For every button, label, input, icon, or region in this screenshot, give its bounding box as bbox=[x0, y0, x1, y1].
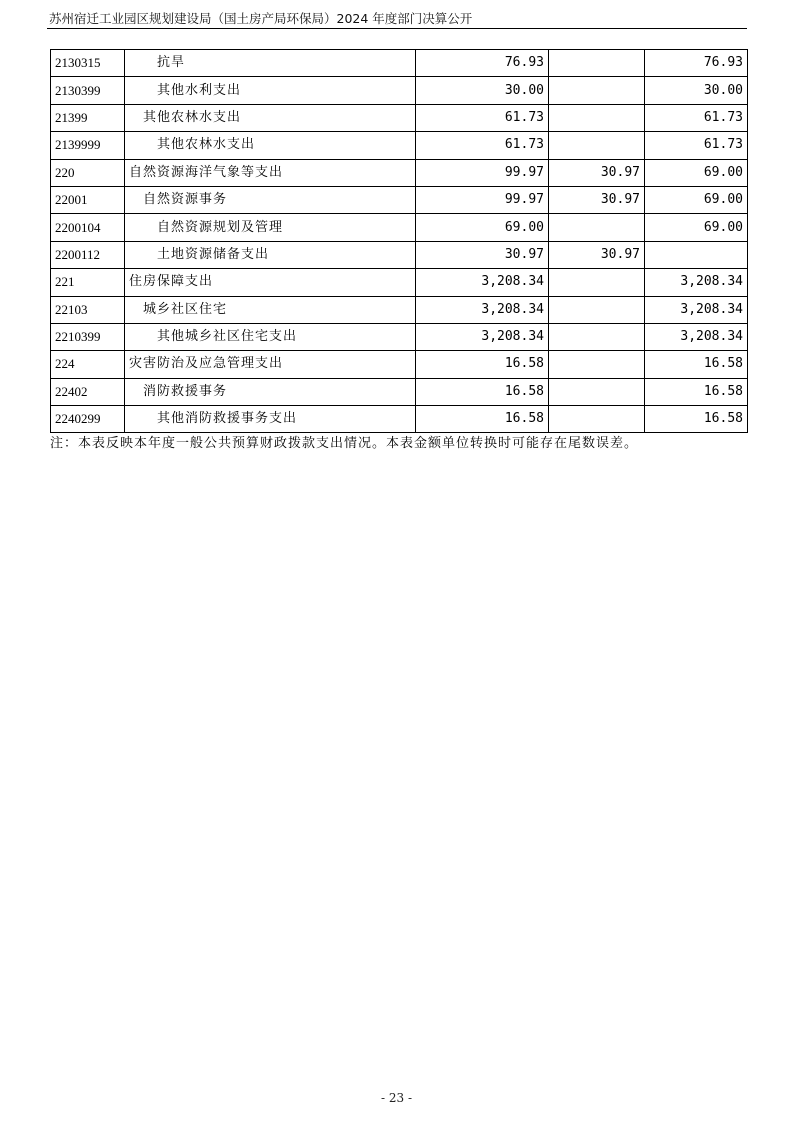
basic-expenditure-cell bbox=[549, 50, 645, 77]
project-expenditure-cell: 3,208.34 bbox=[645, 296, 748, 323]
subject-name-cell bbox=[125, 241, 416, 268]
table-row bbox=[51, 296, 748, 323]
header-divider bbox=[47, 28, 747, 29]
table-row bbox=[51, 77, 748, 104]
subject-name-cell bbox=[125, 269, 416, 296]
document-header: 苏州宿迁工业园区规划建设局（国土房产局环保局）2024 年度部门决算公开 bbox=[49, 11, 473, 26]
table-row bbox=[51, 241, 748, 268]
subject-name-text: 其他消防救援事务支出 bbox=[157, 411, 298, 427]
basic-expenditure-cell bbox=[549, 323, 645, 350]
total-amount-cell: 69.00 bbox=[416, 214, 549, 241]
total-amount-cell: 3,208.34 bbox=[416, 269, 549, 296]
table-note: 注：本表反映本年度一般公共预算财政拨款支出情况。本表金额单位转换时可能存在尾数误差。 bbox=[50, 436, 639, 451]
subject-code-cell: 21399 bbox=[51, 104, 125, 131]
project-expenditure-cell: 30.00 bbox=[645, 77, 748, 104]
subject-code-cell: 22103 bbox=[51, 296, 125, 323]
total-amount-cell: 16.58 bbox=[416, 378, 549, 405]
total-amount-cell: 30.00 bbox=[416, 77, 549, 104]
basic-expenditure-cell bbox=[549, 378, 645, 405]
subject-code-cell: 2210399 bbox=[51, 323, 125, 350]
basic-expenditure-cell bbox=[549, 351, 645, 378]
table-row bbox=[51, 214, 748, 241]
project-expenditure-cell: 61.73 bbox=[645, 104, 748, 131]
subject-name-text: 城乡社区住宅 bbox=[143, 301, 228, 317]
total-amount-cell: 61.73 bbox=[416, 104, 549, 131]
table-row bbox=[51, 50, 748, 77]
expenditure-table bbox=[50, 49, 748, 433]
subject-name-cell bbox=[125, 159, 416, 186]
basic-expenditure-cell bbox=[549, 104, 645, 131]
subject-code-cell: 2200104 bbox=[51, 214, 125, 241]
basic-expenditure-cell bbox=[549, 132, 645, 159]
basic-expenditure-cell bbox=[549, 296, 645, 323]
table-row bbox=[51, 159, 748, 186]
table-row bbox=[51, 351, 748, 378]
total-amount-cell: 16.58 bbox=[416, 351, 549, 378]
subject-name-cell bbox=[125, 296, 416, 323]
subject-name-text: 抗旱 bbox=[157, 55, 186, 71]
total-amount-cell: 99.97 bbox=[416, 159, 549, 186]
basic-expenditure-cell: 30.97 bbox=[549, 186, 645, 213]
subject-code-cell: 2130315 bbox=[51, 50, 125, 77]
page-number: - 23 - bbox=[380, 1091, 412, 1105]
subject-code-cell: 2130399 bbox=[51, 77, 125, 104]
project-expenditure-cell: 16.58 bbox=[645, 406, 748, 433]
table-row bbox=[51, 104, 748, 131]
subject-name-cell bbox=[125, 351, 416, 378]
subject-name-text: 其他城乡社区住宅支出 bbox=[157, 329, 298, 345]
project-expenditure-cell: 16.58 bbox=[645, 351, 748, 378]
subject-code-cell: 2240299 bbox=[51, 406, 125, 433]
table-row bbox=[51, 378, 748, 405]
subject-name-text: 自然资源海洋气象等支出 bbox=[129, 164, 284, 180]
project-expenditure-cell: 69.00 bbox=[645, 159, 748, 186]
basic-expenditure-cell: 30.97 bbox=[549, 241, 645, 268]
table-row bbox=[51, 132, 748, 159]
total-amount-cell: 16.58 bbox=[416, 406, 549, 433]
table-row bbox=[51, 323, 748, 350]
basic-expenditure-cell bbox=[549, 77, 645, 104]
subject-name-cell bbox=[125, 50, 416, 77]
project-expenditure-cell: 76.93 bbox=[645, 50, 748, 77]
subject-name-cell bbox=[125, 214, 416, 241]
total-amount-cell: 3,208.34 bbox=[416, 323, 549, 350]
total-amount-cell: 30.97 bbox=[416, 241, 549, 268]
subject-code-cell: 22402 bbox=[51, 378, 125, 405]
project-expenditure-cell: 61.73 bbox=[645, 132, 748, 159]
subject-name-text: 自然资源规划及管理 bbox=[157, 219, 284, 235]
project-expenditure-cell: 3,208.34 bbox=[645, 323, 748, 350]
subject-code-cell: 2200112 bbox=[51, 241, 125, 268]
subject-name-cell bbox=[125, 186, 416, 213]
subject-name-text: 自然资源事务 bbox=[143, 192, 228, 208]
subject-name-cell bbox=[125, 378, 416, 405]
project-expenditure-cell: 69.00 bbox=[645, 186, 748, 213]
subject-code-cell: 224 bbox=[51, 351, 125, 378]
total-amount-cell: 99.97 bbox=[416, 186, 549, 213]
subject-name-cell bbox=[125, 323, 416, 350]
subject-code-cell: 221 bbox=[51, 269, 125, 296]
project-expenditure-cell: 3,208.34 bbox=[645, 269, 748, 296]
table-row bbox=[51, 269, 748, 296]
table-body bbox=[51, 50, 748, 433]
subject-code-cell: 22001 bbox=[51, 186, 125, 213]
subject-code-cell: 2139999 bbox=[51, 132, 125, 159]
table-row bbox=[51, 406, 748, 433]
subject-name-text: 消防救援事务 bbox=[143, 383, 228, 399]
subject-name-cell bbox=[125, 104, 416, 131]
subject-name-text: 住房保障支出 bbox=[129, 274, 214, 290]
subject-name-text: 其他水利支出 bbox=[157, 82, 242, 98]
subject-code-cell: 220 bbox=[51, 159, 125, 186]
subject-name-cell bbox=[125, 77, 416, 104]
subject-name-cell bbox=[125, 406, 416, 433]
basic-expenditure-cell bbox=[549, 214, 645, 241]
table-row bbox=[51, 186, 748, 213]
subject-name-cell bbox=[125, 132, 416, 159]
project-expenditure-cell: 16.58 bbox=[645, 378, 748, 405]
subject-name-text: 其他农林水支出 bbox=[157, 137, 256, 153]
subject-name-text: 土地资源储备支出 bbox=[157, 246, 270, 262]
basic-expenditure-cell bbox=[549, 269, 645, 296]
total-amount-cell: 3,208.34 bbox=[416, 296, 549, 323]
subject-name-text: 灾害防治及应急管理支出 bbox=[129, 356, 284, 372]
basic-expenditure-cell bbox=[549, 406, 645, 433]
project-expenditure-cell bbox=[645, 241, 748, 268]
basic-expenditure-cell: 30.97 bbox=[549, 159, 645, 186]
project-expenditure-cell: 69.00 bbox=[645, 214, 748, 241]
subject-name-text: 其他农林水支出 bbox=[143, 109, 242, 125]
total-amount-cell: 61.73 bbox=[416, 132, 549, 159]
total-amount-cell: 76.93 bbox=[416, 50, 549, 77]
